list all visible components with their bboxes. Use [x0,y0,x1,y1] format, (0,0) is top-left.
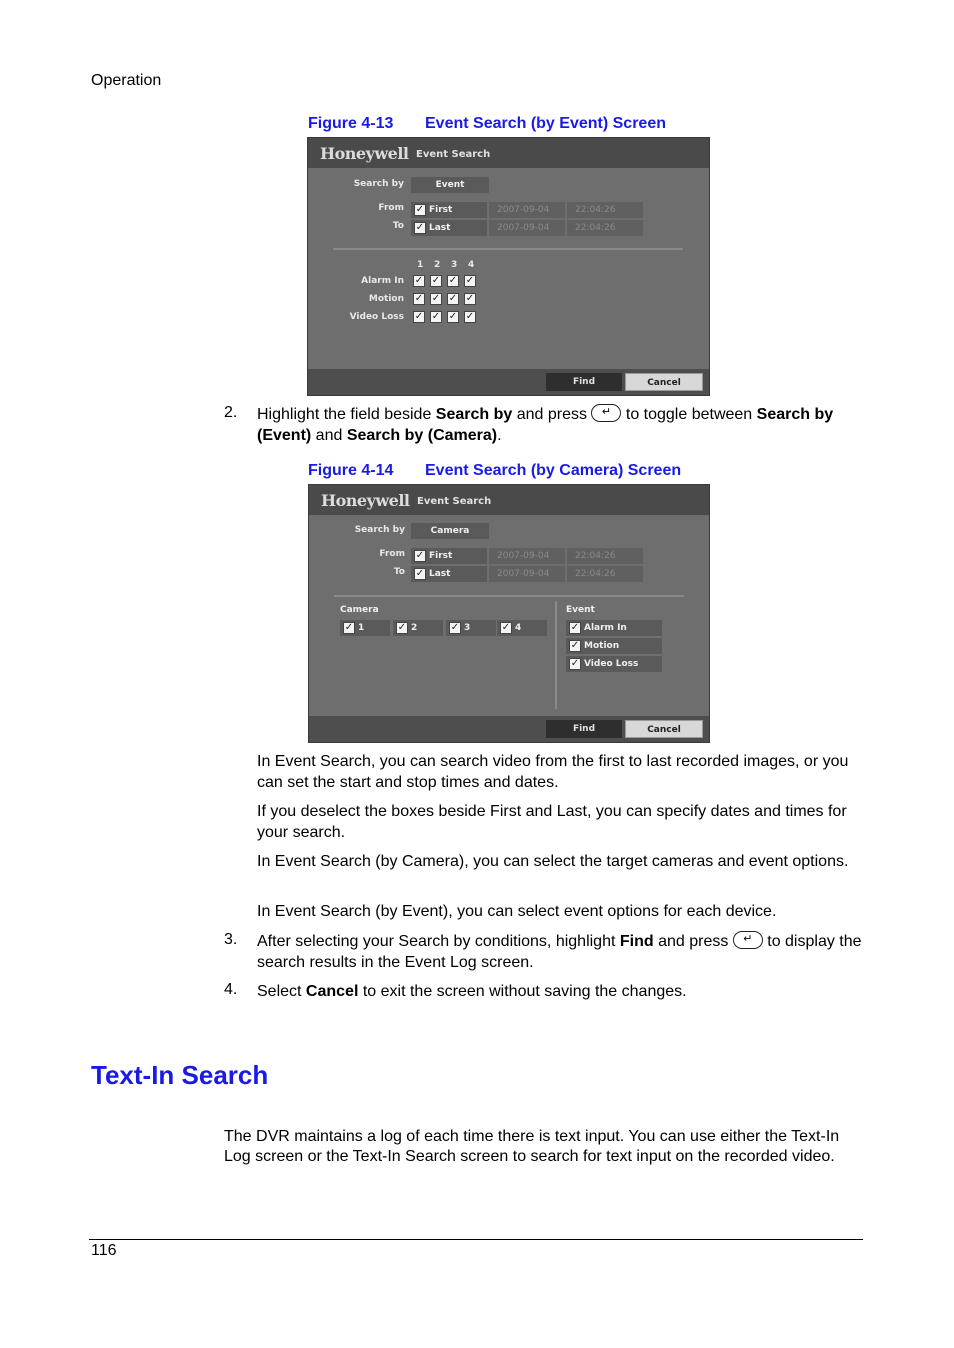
step-3-text [257,931,862,973]
bold-text: Search by (Event) [257,406,834,444]
figure-caption-4-13 [308,115,666,133]
footer-rule [89,1239,863,1240]
figure-number: Figure 4-14 [308,462,394,479]
bold-text: Search by (Camera) [346,427,498,444]
to-last-label: Last [429,569,451,579]
text: Highlight the field beside [257,406,436,423]
to-time-field[interactable]: 22:04:26 [567,220,643,236]
from-date-field[interactable]: 2007-09-04 [489,202,565,218]
to-label: To [392,221,404,231]
text: to display the search results in the Event Log screen. [257,933,862,971]
from-time-field[interactable]: 22:04:26 [567,202,643,218]
cancel-button[interactable]: Cancel [625,720,703,738]
paragraph: In Event Search (by Event), you can select event options for each device. [257,903,777,920]
search-by-label: Search by [354,525,405,535]
text: Select [257,983,306,1000]
camera-label: 2 [411,623,418,633]
event-search-by-event-screen [307,137,710,396]
alarm-in-2-checkbox[interactable]: ✓ [431,275,441,286]
to-date-field[interactable]: 2007-09-04 [489,566,565,582]
text: and [311,427,347,444]
event-label: Video Loss [584,659,639,669]
paragraph: If you deselect the boxes beside First and Last, you can specify dates and times for your search. [257,803,847,841]
camera-label: 1 [358,623,365,633]
alarm-in-3-checkbox[interactable]: ✓ [448,275,458,286]
text: After selecting your Search by conditions, highlight [257,933,620,950]
from-label: From [379,549,405,559]
step-number: 4. [224,981,238,998]
text: to toggle between [621,406,757,423]
event-label: Alarm In [584,623,627,633]
row-label-video-loss: Video Loss [349,312,404,322]
video-loss-2-checkbox[interactable]: ✓ [431,311,441,322]
row-label-alarm-in: Alarm In [361,276,404,286]
step-number: 2. [224,404,238,421]
paragraph: In Event Search, you can search video from the first to last recorded images, or you can set the start and stop times and dates. [257,753,849,791]
camera-1-checkbox[interactable]: ✓ [344,622,354,633]
video-loss-4-checkbox[interactable]: ✓ [465,311,475,322]
column-header: 2 [434,260,441,270]
figure-caption-4-14 [308,462,681,480]
figure-number: Figure 4-13 [308,115,394,132]
from-label: From [378,203,404,213]
event-section-label: Event [566,605,595,615]
column-header: 4 [468,260,475,270]
figure-title: Event Search (by Camera) Screen [425,462,682,479]
from-first-label: First [429,551,453,561]
step-number: 3. [224,931,238,948]
camera-label: 4 [515,623,522,633]
to-last-checkbox[interactable]: ✓ [415,222,425,233]
from-time-field[interactable]: 22:04:26 [567,548,643,564]
step-2-text [257,404,862,446]
bold-text: Search by [435,406,513,423]
enter-key-icon: ↵ [591,404,621,422]
text: . [497,427,502,444]
find-button[interactable]: Find [546,720,622,738]
figure-title: Event Search (by Event) Screen [425,115,666,132]
motion-4-checkbox[interactable]: ✓ [465,293,475,304]
find-button[interactable]: Find [546,373,622,391]
column-header: 1 [417,260,424,270]
bold-text: Find [619,933,654,950]
to-last-label: Last [429,223,451,233]
honeywell-logo: Honeywell [320,144,409,163]
from-first-checkbox[interactable]: ✓ [415,550,425,561]
page-number: 116 [91,1242,117,1259]
to-time-field[interactable]: 22:04:26 [567,566,643,582]
window-title: Event Search [417,496,492,507]
enter-key-icon: ↵ [733,931,763,949]
cancel-button[interactable]: Cancel [625,373,703,391]
bold-text: Cancel [305,983,359,1000]
divider [333,248,683,250]
search-by-label: Search by [353,179,404,189]
to-date-field[interactable]: 2007-09-04 [489,220,565,236]
to-label: To [393,567,405,577]
paragraph: In Event Search (by Camera), you can select the target cameras and event options. [257,853,849,870]
motion-1-checkbox[interactable]: ✓ [414,293,424,304]
event-motion-checkbox[interactable]: ✓ [570,640,580,651]
row-label-motion: Motion [368,294,404,304]
from-first-label: First [429,205,453,215]
camera-3-checkbox[interactable]: ✓ [450,622,460,633]
camera-4-checkbox[interactable]: ✓ [501,622,511,633]
event-label: Motion [584,641,620,651]
motion-2-checkbox[interactable]: ✓ [431,293,441,304]
section-body: The DVR maintains a log of each time there is text input. You can use either the Text-In Log screen or the Text-In Search screen to search for text input on the recorded video. [224,1128,840,1165]
camera-2-checkbox[interactable]: ✓ [397,622,407,633]
to-last-checkbox[interactable]: ✓ [415,568,425,579]
honeywell-logo: Honeywell [321,491,410,510]
alarm-in-4-checkbox[interactable]: ✓ [465,275,475,286]
text: and press [653,933,733,950]
text: to exit the screen without saving the changes. [358,983,687,1000]
camera-label: 3 [464,623,471,633]
vertical-divider [555,601,557,709]
video-loss-3-checkbox[interactable]: ✓ [448,311,458,322]
window-title: Event Search [416,149,491,160]
from-first-checkbox[interactable]: ✓ [415,204,425,215]
camera-section-label: Camera [340,605,379,615]
alarm-in-1-checkbox[interactable]: ✓ [414,275,424,286]
from-date-field[interactable]: 2007-09-04 [489,548,565,564]
search-by-field[interactable]: Event [411,177,489,193]
search-by-field[interactable]: Camera [411,523,489,539]
step-4-text [257,981,862,1002]
divider [334,595,684,597]
text: and press [512,406,592,423]
motion-3-checkbox[interactable]: ✓ [448,293,458,304]
running-header: Operation [91,72,162,89]
section-heading: Text-In Search [91,1060,269,1090]
column-header: 3 [451,260,458,270]
event-search-by-camera-screen [308,484,710,743]
event-video-loss-checkbox[interactable]: ✓ [570,658,580,669]
event-alarm-in-checkbox[interactable]: ✓ [570,622,580,633]
video-loss-1-checkbox[interactable]: ✓ [414,311,424,322]
